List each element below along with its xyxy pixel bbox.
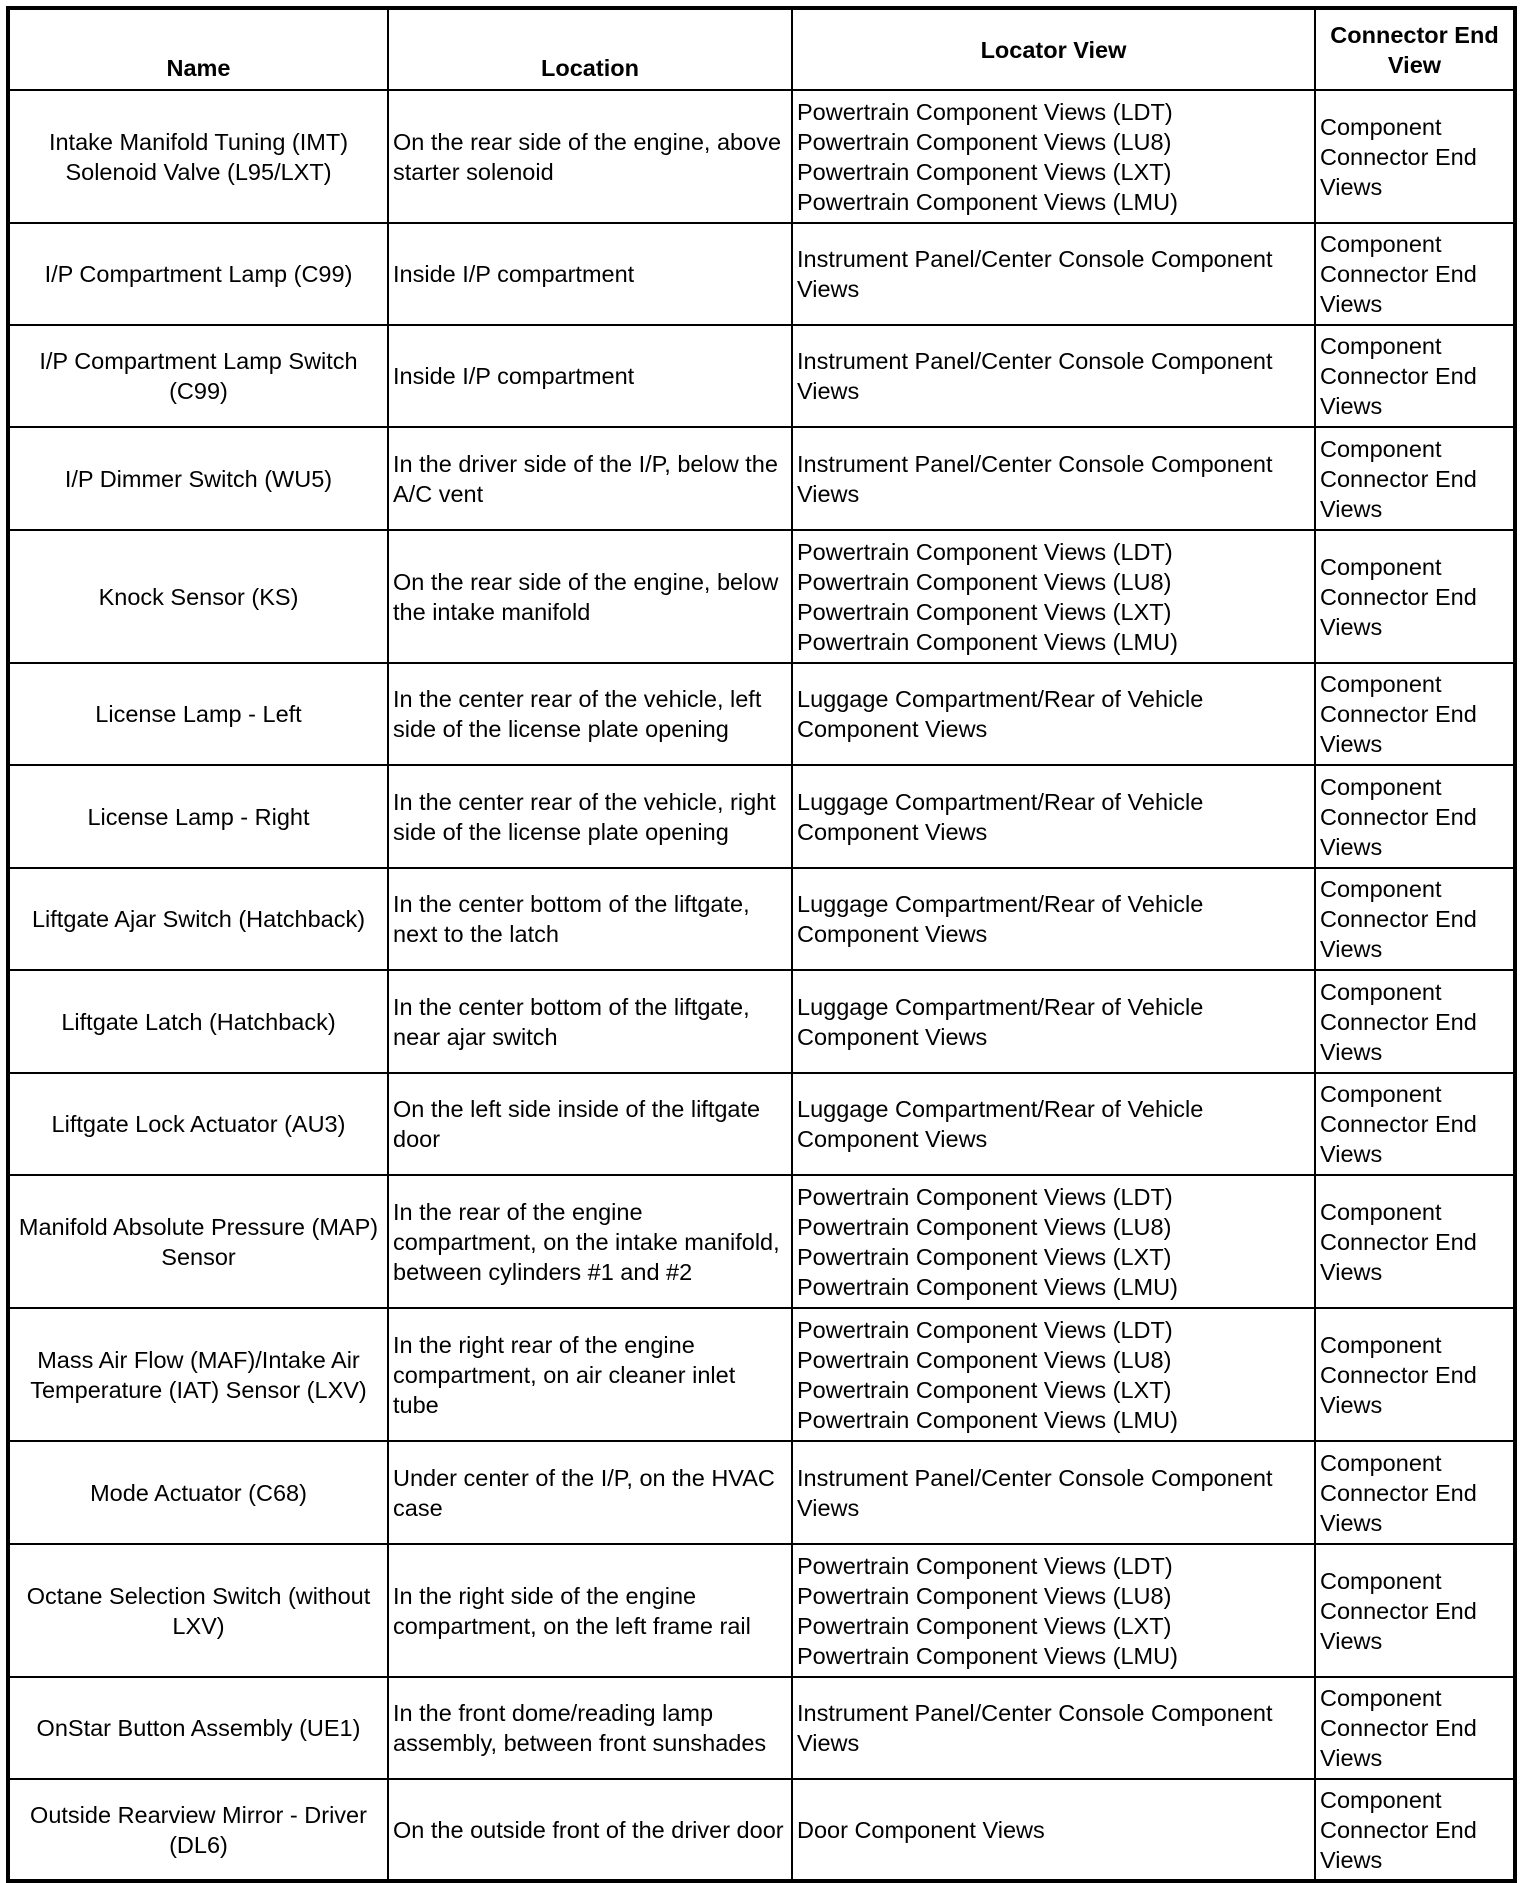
connector-end-view-link[interactable]: Component Connector End Views <box>1315 1175 1515 1308</box>
locator-views <box>792 427 1315 530</box>
component-name: Octane Selection Switch (without LXV) <box>8 1544 388 1677</box>
locator-view-link[interactable]: Instrument Panel/Center Console Component Views <box>797 1464 1273 1521</box>
locator-view-link[interactable]: Luggage Compartment/Rear of Vehicle Component Views <box>797 686 1204 742</box>
connector-end-view-link[interactable]: Component Connector End Views <box>1315 1677 1515 1779</box>
component-location: Under center of the I/P, on the HVAC case <box>388 1441 792 1544</box>
locator-view-link[interactable]: Powertrain Component Views (LMU) <box>797 188 1178 215</box>
locator-view-link[interactable]: Powertrain Component Views (LXT) <box>797 1376 1172 1403</box>
locator-views <box>792 1073 1315 1175</box>
component-location: In the driver side of the I/P, below the A/C vent <box>388 427 792 530</box>
locator-view-link[interactable]: Powertrain Component Views (LXT) <box>797 1243 1172 1270</box>
connector-end-view-link[interactable]: Component Connector End Views <box>1315 1544 1515 1677</box>
locator-view-link[interactable]: Powertrain Component Views (LMU) <box>797 1642 1178 1669</box>
locator-views <box>792 868 1315 970</box>
table-row <box>8 868 1515 970</box>
table-row <box>8 765 1515 868</box>
component-name: Intake Manifold Tuning (IMT) Solenoid Valve (L95/LXT) <box>8 90 388 223</box>
connector-end-view-link[interactable]: Component Connector End Views <box>1315 90 1515 223</box>
locator-views <box>792 1308 1315 1441</box>
component-name: Outside Rearview Mirror - Driver (DL6) <box>8 1779 388 1881</box>
table-row <box>8 325 1515 427</box>
locator-view-link[interactable]: Luggage Compartment/Rear of Vehicle Component Views <box>797 1096 1204 1152</box>
locator-view-link[interactable]: Powertrain Component Views (LDT) <box>797 98 1173 125</box>
locator-views <box>792 223 1315 325</box>
connector-end-view-link[interactable]: Component Connector End Views <box>1315 1308 1515 1441</box>
component-location: In the front dome/reading lamp assembly, between front sunshades <box>388 1677 792 1779</box>
component-location: On the outside front of the driver door <box>388 1779 792 1881</box>
component-name: Knock Sensor (KS) <box>8 530 388 663</box>
component-location: In the right side of the engine compartment, on the left frame rail <box>388 1544 792 1677</box>
component-name: Liftgate Ajar Switch (Hatchback) <box>8 868 388 970</box>
locator-view-link[interactable]: Powertrain Component Views (LDT) <box>797 1183 1173 1210</box>
component-location: Inside I/P compartment <box>388 223 792 325</box>
table-row <box>8 1544 1515 1677</box>
header-row <box>8 8 1515 90</box>
locator-view-link[interactable]: Powertrain Component Views (LDT) <box>797 538 1173 565</box>
component-name: I/P Compartment Lamp Switch (C99) <box>8 325 388 427</box>
locator-views <box>792 1175 1315 1308</box>
connector-end-view-link[interactable]: Component Connector End Views <box>1315 663 1515 765</box>
locator-views <box>792 970 1315 1073</box>
locator-view-link[interactable]: Powertrain Component Views (LU8) <box>797 1213 1172 1240</box>
locator-view-link[interactable]: Luggage Compartment/Rear of Vehicle Component Views <box>797 788 1204 845</box>
locator-view-link[interactable]: Powertrain Component Views (LU8) <box>797 1346 1172 1373</box>
locator-view-link[interactable]: Powertrain Component Views (LDT) <box>797 1552 1173 1579</box>
table-row <box>8 427 1515 530</box>
locator-view-link[interactable]: Door Component Views <box>797 1816 1045 1843</box>
component-location: In the right rear of the engine compartment, on air cleaner inlet tube <box>388 1308 792 1441</box>
connector-end-view-link[interactable]: Component Connector End Views <box>1315 868 1515 970</box>
component-location: In the center rear of the vehicle, right side of the license plate opening <box>388 765 792 868</box>
header-connector-end-view: Connector End View <box>1315 8 1515 90</box>
connector-end-view-link[interactable]: Component Connector End Views <box>1315 325 1515 427</box>
component-name: Manifold Absolute Pressure (MAP) Sensor <box>8 1175 388 1308</box>
locator-view-link[interactable]: Instrument Panel/Center Console Component Views <box>797 450 1273 507</box>
table-row <box>8 1677 1515 1779</box>
locator-views <box>792 765 1315 868</box>
locator-view-link[interactable]: Luggage Compartment/Rear of Vehicle Component Views <box>797 891 1204 947</box>
table-row <box>8 530 1515 663</box>
locator-view-link[interactable]: Powertrain Component Views (LXT) <box>797 158 1172 185</box>
component-name: Mass Air Flow (MAF)/Intake Air Temperature (IAT) Sensor (LXV) <box>8 1308 388 1441</box>
locator-view-link[interactable]: Luggage Compartment/Rear of Vehicle Component Views <box>797 993 1204 1050</box>
locator-view-link[interactable]: Powertrain Component Views (LMU) <box>797 1406 1178 1433</box>
component-location: On the rear side of the engine, above starter solenoid <box>388 90 792 223</box>
locator-view-link[interactable]: Powertrain Component Views (LXT) <box>797 1612 1172 1639</box>
locator-view-link[interactable]: Powertrain Component Views (LXT) <box>797 598 1172 625</box>
component-name: Liftgate Lock Actuator (AU3) <box>8 1073 388 1175</box>
component-name: License Lamp - Left <box>8 663 388 765</box>
component-name: Mode Actuator (C68) <box>8 1441 388 1544</box>
locator-view-link[interactable]: Instrument Panel/Center Console Component Views <box>797 1700 1273 1756</box>
table-row <box>8 1308 1515 1441</box>
locator-views <box>792 1544 1315 1677</box>
connector-end-view-link[interactable]: Component Connector End Views <box>1315 1073 1515 1175</box>
table-row <box>8 223 1515 325</box>
connector-end-view-link[interactable]: Component Connector End Views <box>1315 1779 1515 1881</box>
component-locator-table <box>6 6 1517 1883</box>
component-location: Inside I/P compartment <box>388 325 792 427</box>
connector-end-view-link[interactable]: Component Connector End Views <box>1315 1441 1515 1544</box>
locator-views <box>792 1441 1315 1544</box>
locator-views <box>792 325 1315 427</box>
header-name: Name <box>8 8 388 90</box>
component-name: I/P Dimmer Switch (WU5) <box>8 427 388 530</box>
connector-end-view-link[interactable]: Component Connector End Views <box>1315 427 1515 530</box>
connector-end-view-link[interactable]: Component Connector End Views <box>1315 223 1515 325</box>
locator-views <box>792 663 1315 765</box>
component-location: In the center rear of the vehicle, left side of the license plate opening <box>388 663 792 765</box>
locator-view-link[interactable]: Powertrain Component Views (LMU) <box>797 628 1178 655</box>
component-location: In the rear of the engine compartment, on the intake manifold, between cylinders #1 and #2 <box>388 1175 792 1308</box>
locator-view-link[interactable]: Powertrain Component Views (LMU) <box>797 1273 1178 1300</box>
table-row <box>8 970 1515 1073</box>
connector-end-view-link[interactable]: Component Connector End Views <box>1315 765 1515 868</box>
locator-view-link[interactable]: Powertrain Component Views (LU8) <box>797 128 1172 155</box>
component-location: On the left side inside of the liftgate door <box>388 1073 792 1175</box>
connector-end-view-link[interactable]: Component Connector End Views <box>1315 970 1515 1073</box>
component-name: Liftgate Latch (Hatchback) <box>8 970 388 1073</box>
component-location: In the center bottom of the liftgate, next to the latch <box>388 868 792 970</box>
locator-view-link[interactable]: Powertrain Component Views (LU8) <box>797 1582 1172 1609</box>
locator-views <box>792 1779 1315 1881</box>
component-name: I/P Compartment Lamp (C99) <box>8 223 388 325</box>
locator-views <box>792 90 1315 223</box>
connector-end-view-link[interactable]: Component Connector End Views <box>1315 530 1515 663</box>
table-row <box>8 90 1515 223</box>
header-location: Location <box>388 8 792 90</box>
locator-view-link[interactable]: Instrument Panel/Center Console Component Views <box>797 246 1273 302</box>
table-row <box>8 1175 1515 1308</box>
table-row <box>8 1779 1515 1881</box>
table-row <box>8 1441 1515 1544</box>
component-location: On the rear side of the engine, below the intake manifold <box>388 530 792 663</box>
table-row <box>8 663 1515 765</box>
locator-view-link[interactable]: Powertrain Component Views (LDT) <box>797 1316 1173 1343</box>
table-row <box>8 1073 1515 1175</box>
component-name: License Lamp - Right <box>8 765 388 868</box>
locator-view-link[interactable]: Powertrain Component Views (LU8) <box>797 568 1172 595</box>
component-name: OnStar Button Assembly (UE1) <box>8 1677 388 1779</box>
locator-views <box>792 530 1315 663</box>
header-locator-view: Locator View <box>792 8 1315 90</box>
component-location: In the center bottom of the liftgate, near ajar switch <box>388 970 792 1073</box>
locator-views <box>792 1677 1315 1779</box>
locator-view-link[interactable]: Instrument Panel/Center Console Component Views <box>797 348 1273 404</box>
